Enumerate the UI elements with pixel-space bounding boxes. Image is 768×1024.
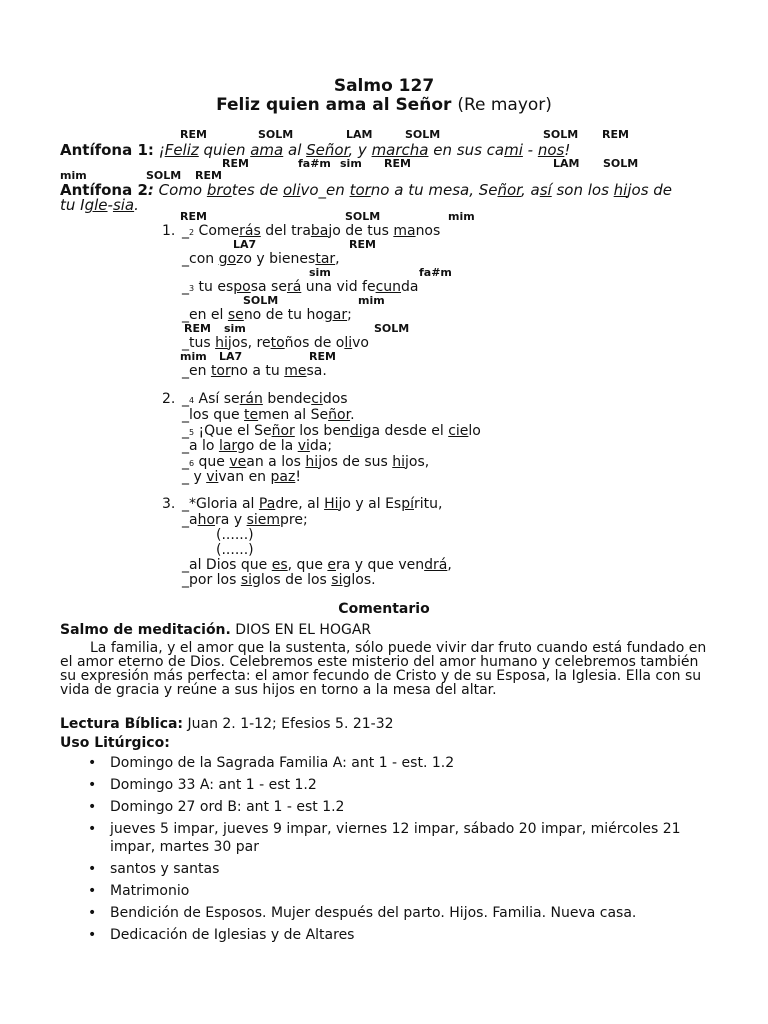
list-item: • Bendición de Esposos. Mujer después del parto. Hijos. Familia. Nueva casa. <box>88 904 710 922</box>
chord: mim <box>180 350 207 363</box>
section-heading: Comentario <box>338 601 430 617</box>
list-item: • Domingo 27 ord B: ant 1 - est 1.2 <box>88 798 710 816</box>
list-item: • jueves 5 impar, jueves 9 impar, viernes 12 impar, sábado 20 impar, miércoles 21 impar, martes 30 par <box>88 820 710 856</box>
reading-line: Lectura Bíblica: Juan 2. 1-12; Efesios 5. 21-32 <box>60 716 394 732</box>
stanza-number: 3. <box>162 496 176 512</box>
chord: SOLM <box>345 210 381 223</box>
verse-line: _tus hijos, retoños de olivo <box>182 335 369 351</box>
verse-line: _los que temen al Señor. <box>182 407 355 423</box>
list-item: • Domingo 33 A: ant 1 - est 1.2 <box>88 776 710 794</box>
chord: SOLM <box>603 157 639 170</box>
verse-line: _con gozo y bienestar, <box>182 251 340 267</box>
antiphon-label: Antífona 1: <box>60 141 154 159</box>
page-title: Salmo 127 <box>333 76 435 96</box>
verse-line: _5 ¡Que el Señor los bendiga desde el cielo <box>182 423 481 439</box>
chord: SOLM <box>405 128 441 141</box>
chord: sim <box>224 322 246 335</box>
antiphon-2-line-2: tu Igle-sia. <box>60 196 139 214</box>
verse-ellipsis: (......) <box>216 527 254 543</box>
chord: SOLM <box>374 322 410 335</box>
chord: REM <box>222 157 249 170</box>
verse-line: _ahora y siempre; <box>182 512 308 528</box>
antiphon-label: Antífona 2: <box>60 181 154 199</box>
verse-line: _6 que vean a los hijos de sus hijos, <box>182 454 430 470</box>
verse-line: _por los siglos de los siglos. <box>182 572 376 588</box>
chord: REM <box>195 169 222 182</box>
psalm-name: Feliz quien ama al Señor <box>216 95 452 115</box>
verse-line: _al Dios que es, que era y que vendrá, <box>182 557 452 573</box>
chord: REM <box>184 322 211 335</box>
meditation-line: Salmo de meditación. DIOS EN EL HOGAR <box>60 622 372 638</box>
list-item: • Matrimonio <box>88 882 710 900</box>
chord: SOLM <box>258 128 294 141</box>
verse-line: _*Gloria al Padre, al Hijo y al Espíritu, <box>182 496 443 512</box>
list-item: • Dedicación de Iglesias y de Altares <box>88 926 710 944</box>
chord: mim <box>358 294 385 307</box>
chord: fa#m <box>419 266 452 279</box>
verse-line: _a lo largo de la vida; <box>182 438 333 454</box>
stanza-number: 1. <box>162 223 176 239</box>
chord: LAM <box>553 157 580 170</box>
chord: REM <box>602 128 629 141</box>
list-item: • santos y santas <box>88 860 710 878</box>
chord: SOLM <box>243 294 279 307</box>
chord: LAM <box>346 128 373 141</box>
chord: sim <box>309 266 331 279</box>
chord: REM <box>180 128 207 141</box>
usage-heading: Uso Litúrgico: <box>60 735 170 751</box>
chord: REM <box>384 157 411 170</box>
chord: LA7 <box>219 350 243 363</box>
usage-list <box>88 754 710 948</box>
verse-line: _2 Comerás del trabajo de tus manos <box>182 223 441 239</box>
chord: sim <box>340 157 362 170</box>
verse-ellipsis: (......) <box>216 542 254 558</box>
verse-line: _en el seno de tu hogar; <box>182 307 352 323</box>
tonality: (Re mayor) <box>457 95 552 115</box>
verse-line: _ y vivan en paz! <box>182 469 301 485</box>
chord: REM <box>180 210 207 223</box>
chord: LA7 <box>233 238 257 251</box>
chord: mim <box>448 210 475 223</box>
chord: mim <box>60 169 87 182</box>
chord: REM <box>309 350 336 363</box>
stanza-number: 2. <box>162 391 176 407</box>
page-subtitle <box>0 95 768 115</box>
antiphon-2: Antífona 2: Como brotes de olivo_en torno a tu mesa, Señor, así son los hijos de <box>60 181 673 199</box>
comment-paragraph: La familia, y el amor que la sustenta, sólo puede vivir dar fruto cuando está fundado en el amor eterno de Dios. Celebremos este misterio del amor humano y celebremos también su expresión más perfecta: el amor fecundo de Cristo y de su Esposa, la Iglesia. Ella con su vida de gracia y reúne a sus hijos en torno a la mesa del altar. <box>60 640 707 698</box>
list-item: • Domingo de la Sagrada Familia A: ant 1 - est. 1.2 <box>88 754 710 772</box>
chord: fa#m <box>298 157 331 170</box>
chord: REM <box>349 238 376 251</box>
chord: SOLM <box>543 128 579 141</box>
chord: SOLM <box>146 169 182 182</box>
verse-line: _4 Así serán bendecidos <box>182 391 348 407</box>
verse-line: _3 tu esposa será una vid fecunda <box>182 279 419 295</box>
antiphon-text: ¡Feliz quien ama al Señor, y marcha en sus cami - nos! <box>158 141 571 159</box>
verse-line: _en torno a tu mesa. <box>182 363 327 379</box>
